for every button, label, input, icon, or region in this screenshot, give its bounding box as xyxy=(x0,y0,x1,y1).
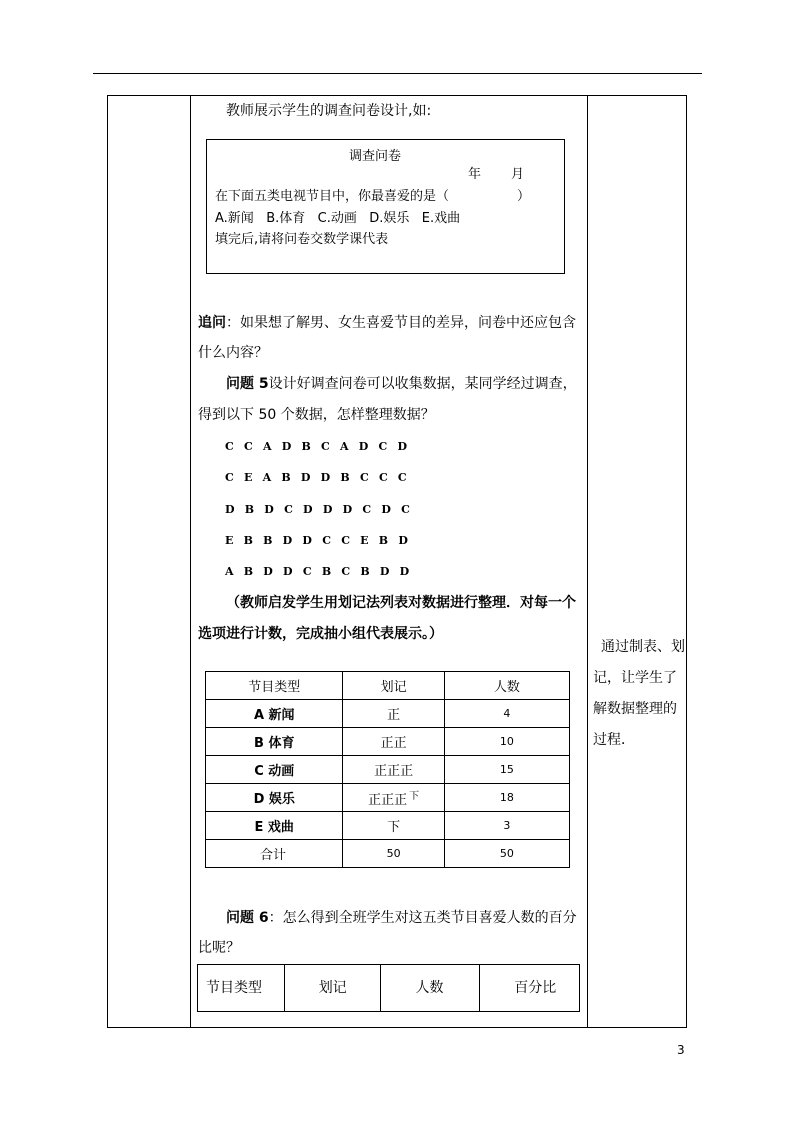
table-header: 节目类型 xyxy=(198,965,285,1012)
table-header: 划记 xyxy=(343,672,444,700)
percentage-table xyxy=(197,964,580,1012)
table-cell-tally: 正 xyxy=(343,700,444,728)
followup-label: 追问 xyxy=(198,315,226,331)
teacher-note-line2: 选项进行计数，完成抽小组代表展示。） xyxy=(198,626,443,642)
intro-text: 教师展示学生的调查问卷设计,如: xyxy=(226,103,432,119)
survey-options: A.新闻 B.体育 C.动画 D.娱乐 E.戏曲 xyxy=(215,211,461,226)
table-cell-type: D 娱乐 xyxy=(206,784,343,812)
table-cell-count: 4 xyxy=(444,700,569,728)
table-cell-type: C 动画 xyxy=(206,756,343,784)
table-cell-type: B 体育 xyxy=(206,728,343,756)
table-cell-type: A 新闻 xyxy=(206,700,343,728)
teacher-note-line1: （教师启发学生用划记法列表对数据进行整理．对每一个 xyxy=(226,595,576,611)
table-row xyxy=(206,728,570,756)
table-header: 人数 xyxy=(381,965,480,1012)
tally-marks: 正正正 xyxy=(368,793,408,808)
data-row-4: E B B D D C C E B D xyxy=(225,534,412,547)
survey-note: 填完后,请将问卷交数学课代表 xyxy=(215,232,389,247)
table-row xyxy=(206,812,570,840)
problem6-line1 xyxy=(226,911,577,925)
problem5-line2: 得到以下 50 个数据，怎样整理数据？ xyxy=(198,407,435,423)
table-cell-tally xyxy=(343,784,444,812)
survey-question-end: ） xyxy=(517,189,531,204)
table-cell-count: 18 xyxy=(444,784,569,812)
problem5-label: 问题 5 xyxy=(226,376,269,392)
table-row xyxy=(206,756,570,784)
table-row xyxy=(198,965,580,1012)
followup-line2: 什么内容？ xyxy=(198,345,268,361)
table-cell-total-label: 合计 xyxy=(206,840,343,868)
followup-text: ：如果想了解男、女生喜爱节目的差异，问卷中还应包含 xyxy=(226,315,576,331)
side-note xyxy=(593,632,685,756)
header-rule xyxy=(93,73,702,74)
survey-title: 调查问卷 xyxy=(349,149,402,164)
table-row xyxy=(206,700,570,728)
table-header: 节目类型 xyxy=(206,672,343,700)
table-cell-count: 15 xyxy=(444,756,569,784)
problem5-text: 设计好调查问卷可以收集数据，某同学经过调查， xyxy=(268,376,577,392)
survey-question: 在下面五类电视节目中，你最喜爱的是（ xyxy=(215,189,450,204)
survey-month: 月 xyxy=(511,167,525,182)
table-cell-total-count: 50 xyxy=(444,840,569,868)
problem5-line1 xyxy=(226,377,577,391)
table-row xyxy=(206,840,570,868)
table-cell-count: 3 xyxy=(444,812,569,840)
data-row-1: C C A D B C A D C D xyxy=(225,440,411,453)
table-cell-tally: 下 xyxy=(343,812,444,840)
table-cell-tally: 正正 xyxy=(343,728,444,756)
side-note-text: 通过制表、划记，让学生了解数据整理的过程． xyxy=(593,639,685,748)
column-divider-left xyxy=(190,95,191,1028)
table-row xyxy=(206,784,570,812)
table-cell-type: E 戏曲 xyxy=(206,812,343,840)
table-cell-tally: 正正正 xyxy=(343,756,444,784)
data-row-3: D B D C D D D C D C xyxy=(225,503,414,516)
problem6-text: ：怎么得到全班学生对这五类节目喜爱人数的百分 xyxy=(268,910,577,926)
table-cell-total-tally: 50 xyxy=(343,840,444,868)
table-row xyxy=(206,672,570,700)
problem6-label: 问题 6 xyxy=(226,910,269,926)
problem6-line2: 比呢？ xyxy=(198,940,240,956)
data-row-2: C E A B D D B C C C xyxy=(225,471,410,484)
table-header: 百分比 xyxy=(480,965,580,1012)
table-header: 人数 xyxy=(444,672,569,700)
followup-line1 xyxy=(198,316,576,330)
page-number: 3 xyxy=(677,1043,685,1057)
tally-table xyxy=(205,671,570,868)
table-header: 划记 xyxy=(284,965,381,1012)
data-row-5: A B D D C B C B D D xyxy=(225,565,413,578)
survey-year: 年 xyxy=(468,167,482,182)
table-cell-count: 10 xyxy=(444,728,569,756)
tally-marks-extra: 下 xyxy=(409,791,420,802)
column-divider-right xyxy=(587,95,588,1028)
